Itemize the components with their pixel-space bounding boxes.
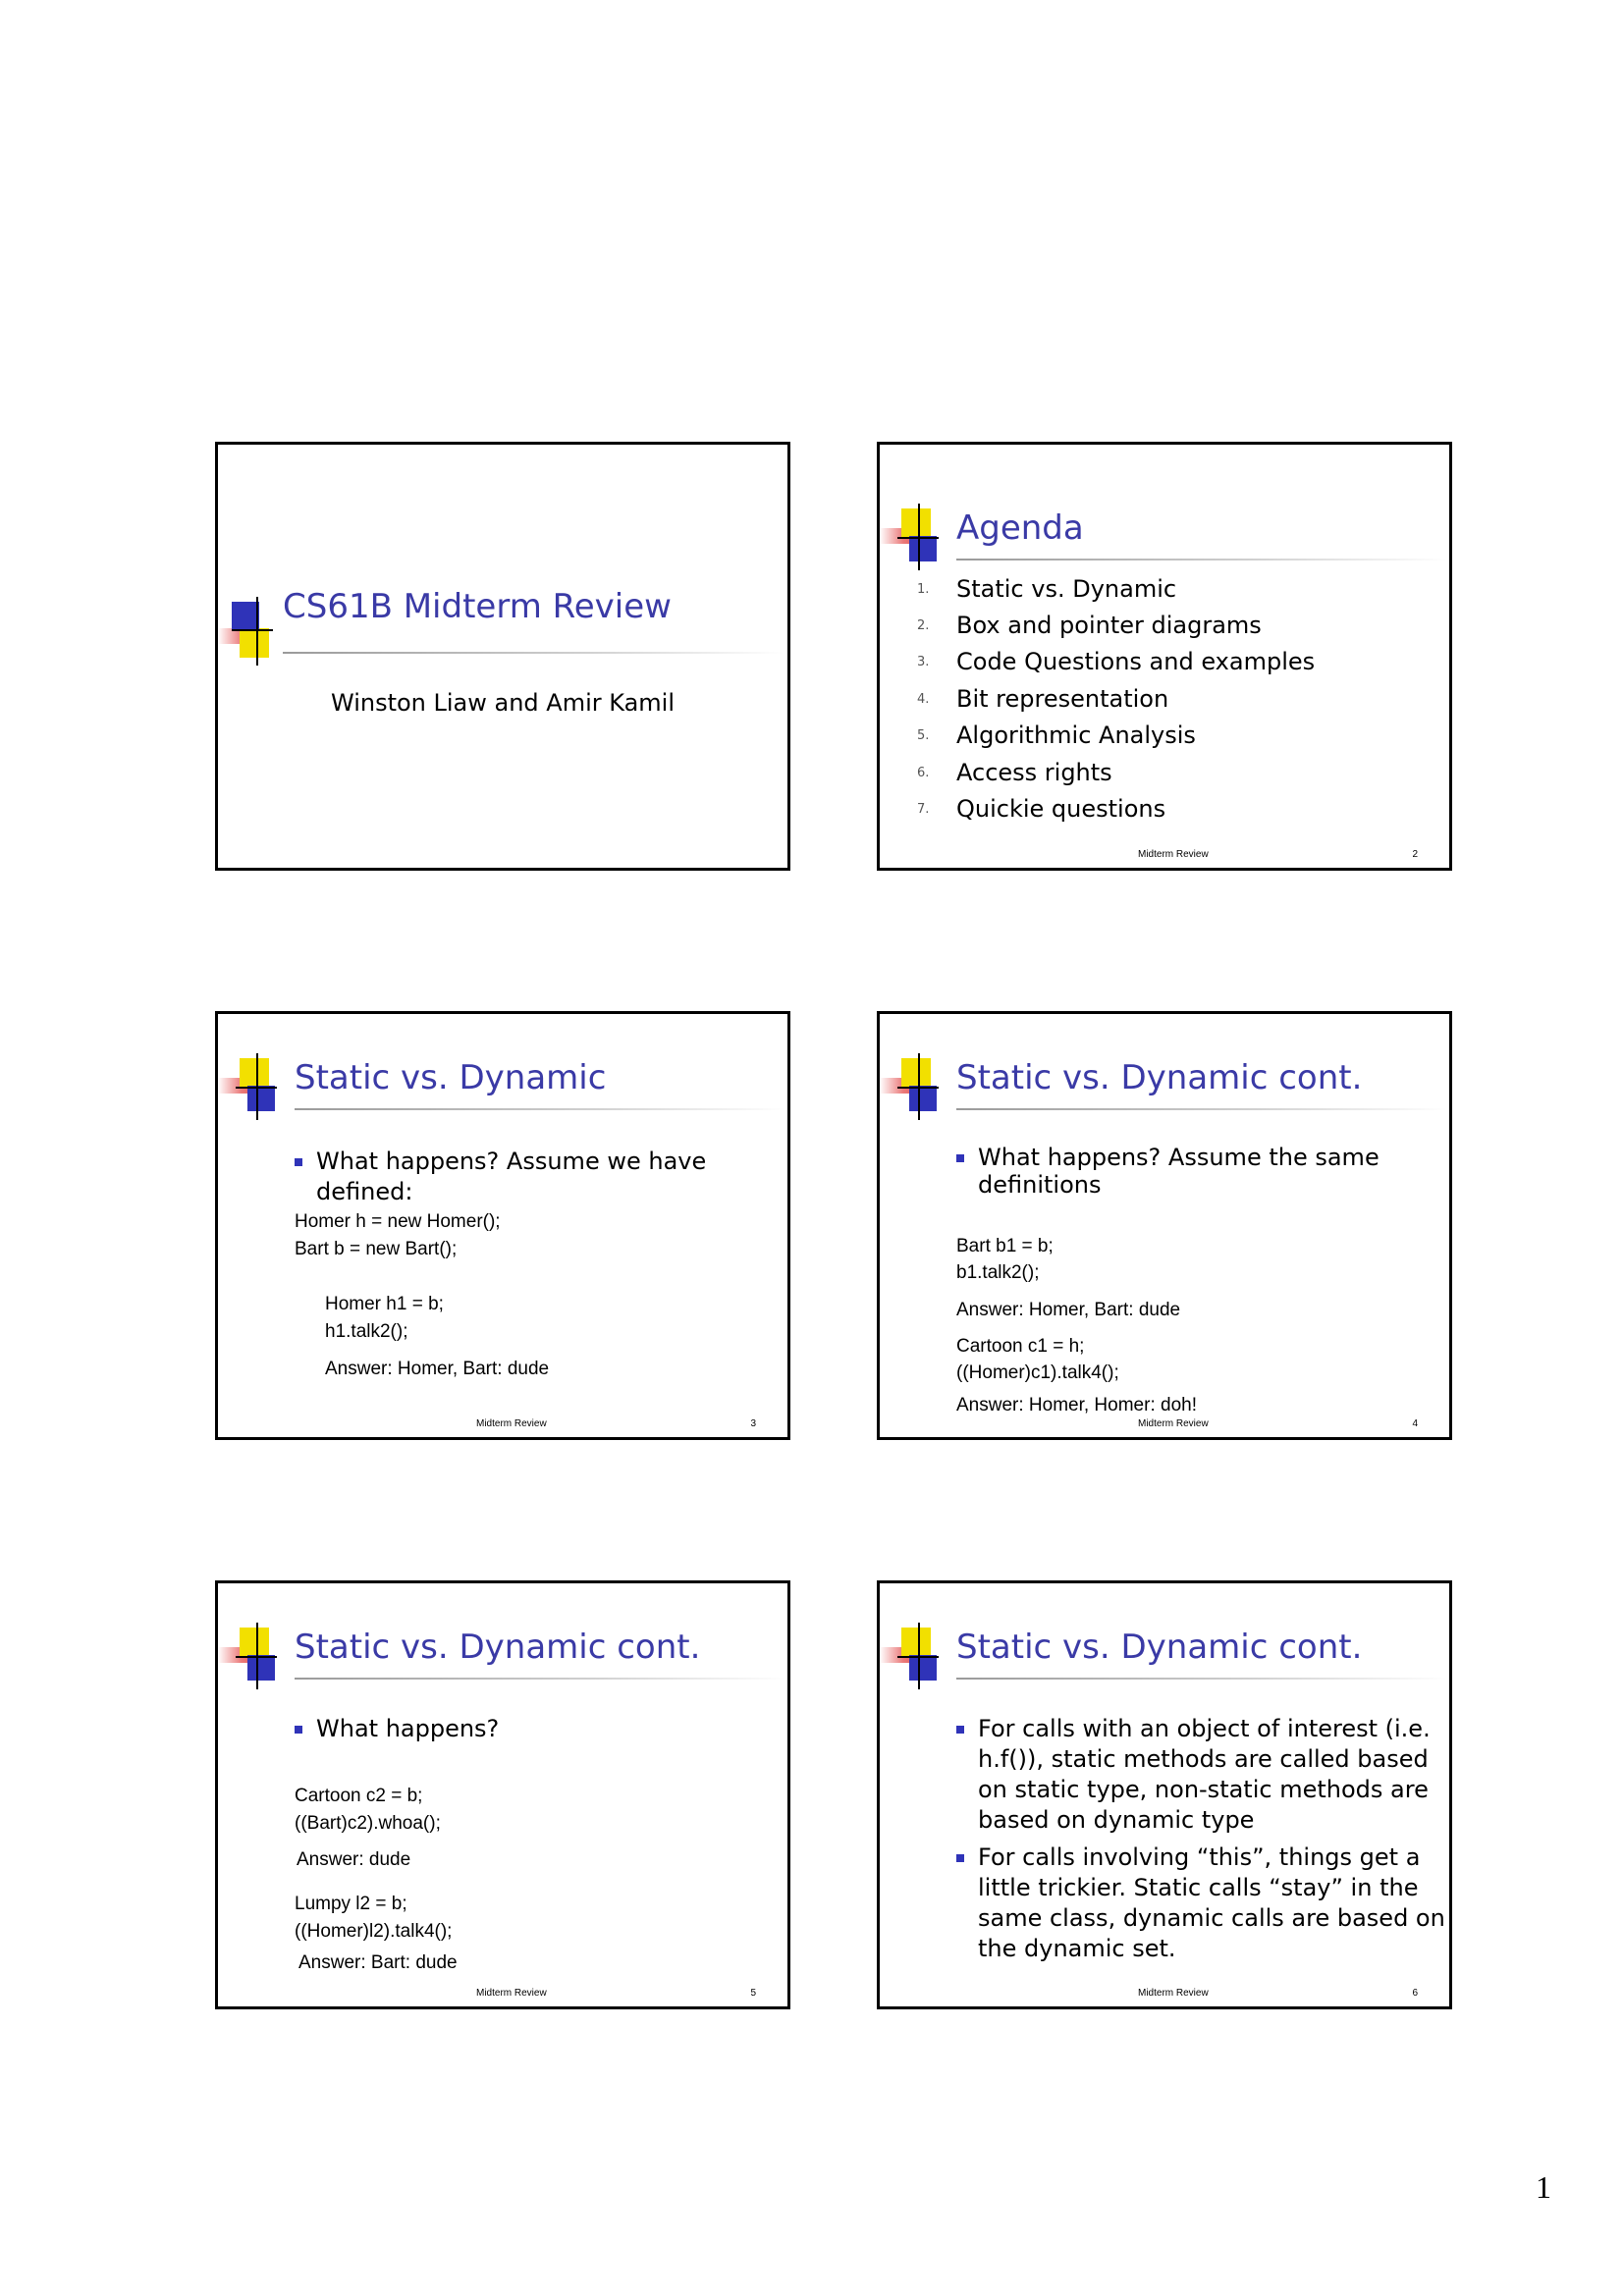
code-line: Homer h = new Homer(); bbox=[295, 1211, 501, 1232]
bullet-point: What happens? Assume we have defined: bbox=[295, 1147, 706, 1207]
slide-5 bbox=[215, 1580, 790, 2009]
title-rule bbox=[956, 559, 1447, 561]
bullet-icon bbox=[295, 1726, 302, 1734]
agenda-item: 4. Bit representation bbox=[917, 685, 1169, 713]
bullet-icon bbox=[956, 1726, 964, 1734]
agenda-item: 6. Access rights bbox=[917, 759, 1112, 786]
code-line: Lumpy l2 = b; bbox=[295, 1894, 407, 1914]
code-line: Bart b1 = b; bbox=[956, 1236, 1054, 1256]
slide-number: 5 bbox=[750, 1988, 756, 1999]
page-number: 1 bbox=[1536, 2169, 1551, 2205]
slide-title: Agenda bbox=[956, 508, 1084, 548]
slide-number: 3 bbox=[750, 1418, 756, 1429]
code-line: Bart b = new Bart(); bbox=[295, 1239, 458, 1259]
title-rule bbox=[295, 1108, 785, 1110]
slide-title: Static vs. Dynamic cont. bbox=[956, 1628, 1363, 1667]
title-rule bbox=[956, 1678, 1447, 1680]
title-rule bbox=[283, 652, 784, 654]
slide-1 bbox=[215, 442, 790, 871]
bullet-icon bbox=[956, 1154, 964, 1162]
slide-title: Static vs. Dynamic bbox=[295, 1058, 607, 1097]
code-line: ((Bart)c2).whoa(); bbox=[295, 1813, 441, 1834]
answer-text: Answer: Homer, Bart: dude bbox=[956, 1300, 1181, 1320]
slide-4 bbox=[877, 1011, 1452, 1440]
slide-6 bbox=[877, 1580, 1452, 2009]
bullet-point: What happens? Assume the same definitions bbox=[956, 1144, 1380, 1199]
slide-number: 2 bbox=[1412, 849, 1418, 860]
agenda-item: 2. Box and pointer diagrams bbox=[917, 612, 1262, 639]
answer-text: Answer: Homer, Homer: doh! bbox=[956, 1395, 1197, 1415]
slide-number: 6 bbox=[1412, 1988, 1418, 1999]
slide-footer: Midterm Review bbox=[476, 1418, 547, 1429]
agenda-item: 3. Code Questions and examples bbox=[917, 648, 1316, 675]
bullet-point: For calls involving “this”, things get a little trickier. Static calls “stay” in the same class, dynamic calls are based on the dynamic set. bbox=[956, 1842, 1445, 1964]
answer-text: Answer: dude bbox=[297, 1849, 411, 1870]
slide-number: 4 bbox=[1412, 1418, 1418, 1429]
slide-3 bbox=[215, 1011, 790, 1440]
slide-2 bbox=[877, 442, 1452, 871]
slide-title: Static vs. Dynamic cont. bbox=[956, 1058, 1363, 1097]
code-line: h1.talk2(); bbox=[325, 1321, 408, 1342]
code-line: ((Homer)l2).talk4(); bbox=[295, 1921, 453, 1942]
bullet-icon bbox=[956, 1854, 964, 1862]
bullet-icon bbox=[295, 1158, 302, 1166]
code-line: ((Homer)c1).talk4(); bbox=[956, 1362, 1119, 1383]
answer-text: Answer: Homer, Bart: dude bbox=[325, 1359, 550, 1379]
slide-footer: Midterm Review bbox=[1138, 849, 1209, 860]
slide-footer: Midterm Review bbox=[1138, 1988, 1209, 1999]
agenda-item: 1. Static vs. Dynamic bbox=[917, 575, 1177, 603]
answer-text: Answer: Bart: dude bbox=[298, 1952, 458, 1973]
title-rule bbox=[295, 1678, 785, 1680]
slide-authors: Winston Liaw and Amir Kamil bbox=[330, 689, 675, 717]
agenda-item: 7. Quickie questions bbox=[917, 795, 1166, 823]
bullet-point: For calls with an object of interest (i.e. h.f()), static methods are called based on static type, non-static methods are based on dynamic type bbox=[956, 1714, 1431, 1836]
slide-title: Static vs. Dynamic cont. bbox=[295, 1628, 701, 1667]
code-line: Homer h1 = b; bbox=[325, 1294, 444, 1314]
slide-title: CS61B Midterm Review bbox=[283, 587, 672, 626]
code-line: Cartoon c2 = b; bbox=[295, 1786, 423, 1806]
agenda-item: 5. Algorithmic Analysis bbox=[917, 721, 1196, 749]
code-line: b1.talk2(); bbox=[956, 1262, 1040, 1283]
bullet-point: What happens? bbox=[295, 1714, 499, 1744]
code-line: Cartoon c1 = h; bbox=[956, 1336, 1085, 1357]
slide-footer: Midterm Review bbox=[1138, 1418, 1209, 1429]
slide-footer: Midterm Review bbox=[476, 1988, 547, 1999]
title-rule bbox=[956, 1108, 1447, 1110]
